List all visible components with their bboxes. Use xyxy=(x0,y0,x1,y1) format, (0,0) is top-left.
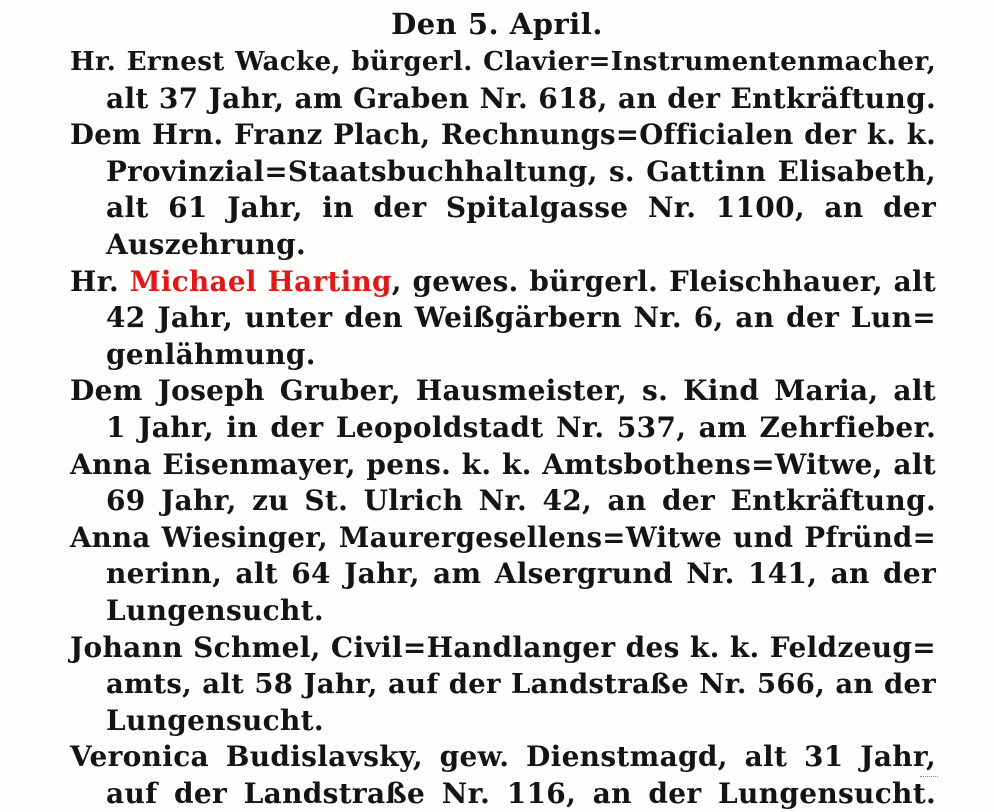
entry-line: 1 Jahr, in der Leopoldstadt Nr. 537, am Zehrfieber. xyxy=(106,410,936,444)
entry-line: Auszehrung. xyxy=(106,227,307,261)
death-notice-entry xyxy=(70,44,936,117)
entry-line: Provinzial=Staatsbuchhaltung, s. Gattinn Elisabeth, xyxy=(106,154,936,188)
entry-line: Lungensucht. xyxy=(106,593,324,627)
entry-line: Dem Joseph Gruber, Hausmeister, s. Kind Maria, alt xyxy=(70,374,936,408)
entry-line: 69 Jahr, zu St. Ulrich Nr. 42, an der Entkräftung. xyxy=(106,484,936,518)
highlighted-name: Michael Harting xyxy=(129,264,392,298)
death-notice-entry xyxy=(70,447,936,520)
death-notice-entry xyxy=(70,373,936,446)
entry-line: Dem Hrn. Franz Plach, Rechnungs=Officialen der k. k. xyxy=(70,118,936,152)
death-notice-entry xyxy=(70,739,936,812)
entry-line: alt 37 Jahr, am Graben Nr. 618, an der Entkräftung. xyxy=(106,81,936,115)
entry-line: Anna Wiesinger, Maurergesellens=Witwe und Pfründ= xyxy=(70,520,936,554)
entry-line: nerinn, alt 64 Jahr, am Alsergrund Nr. 141, an der xyxy=(106,557,936,591)
entry-line: 42 Jahr, unter den Weißgärbern Nr. 6, an der Lun= xyxy=(106,301,936,335)
entry-line: auf der Landstraße Nr. 116, an der Lungensucht. xyxy=(106,776,936,810)
entry-line: Hr. Ernest Wacke, bürgerl. Clavier=Instrumentenmacher, xyxy=(70,46,936,77)
date-heading: Den 5. April. xyxy=(391,7,603,41)
entry-line: amts, alt 58 Jahr, auf der Landstraße Nr. 566, an der xyxy=(106,668,936,701)
death-notice-list xyxy=(70,44,936,812)
entry-line: Veronica Budislavsky, gew. Dienstmagd, alt 31 Jahr, xyxy=(70,740,936,774)
entry-line: genlähmung. xyxy=(106,337,316,371)
print-artifact xyxy=(920,770,938,777)
entry-line: Lungensucht. xyxy=(106,703,324,737)
death-notice-entry xyxy=(70,630,936,740)
death-notice-entry xyxy=(70,264,936,374)
death-notice-entry xyxy=(70,520,936,630)
entry-line: Anna Eisenmayer, pens. k. k. Amtsbothens=Witwe, alt xyxy=(70,447,936,481)
death-notice-entry xyxy=(70,117,936,263)
entry-suffix: , gewes. bürgerl. Fleischhauer, alt xyxy=(391,264,936,298)
entry-line: alt 61 Jahr, in der Spitalgasse Nr. 1100, an der xyxy=(106,191,936,225)
entry-line xyxy=(70,264,936,301)
entry-line: Johann Schmel, Civil=Handlanger des k. k. Feldzeug= xyxy=(70,630,936,664)
entry-prefix: Hr. xyxy=(70,264,130,298)
